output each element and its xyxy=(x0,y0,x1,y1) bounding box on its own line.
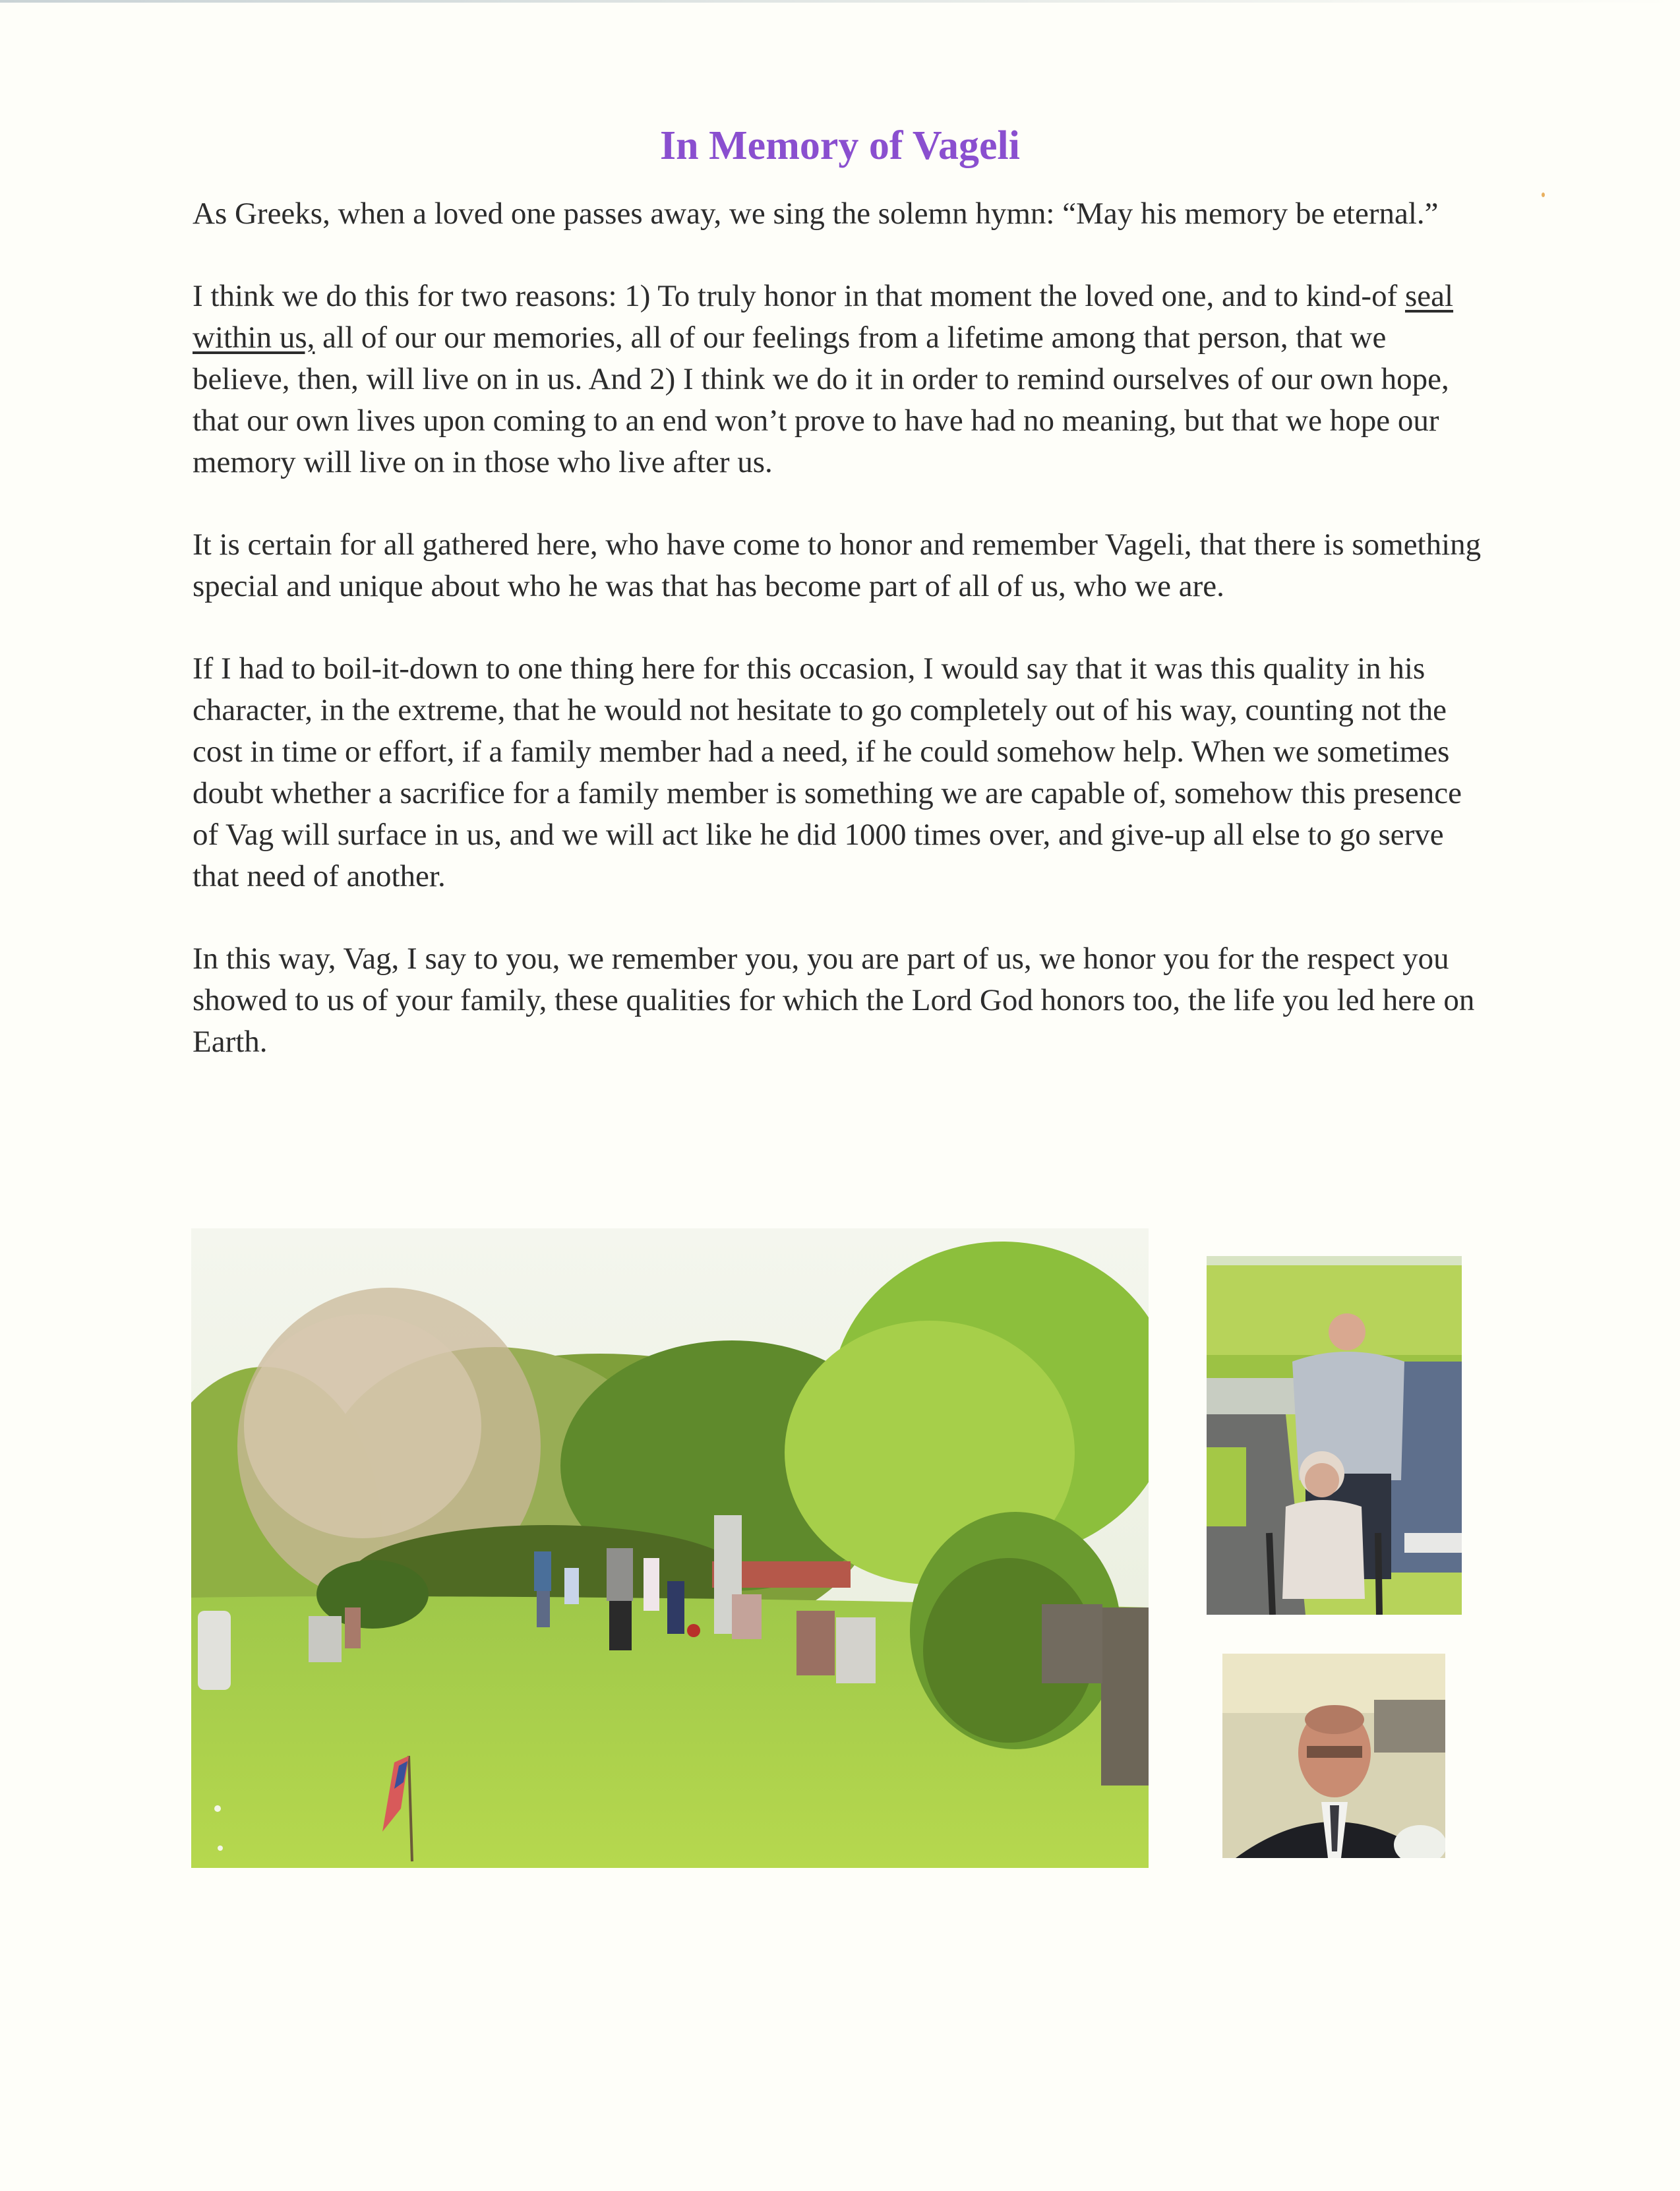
paragraph-character xyxy=(193,648,1485,897)
paragraph-text: I think we do this for two reasons: 1) To truly honor in that moment the loved one, and to kind-of xyxy=(193,279,1405,313)
scan-speck xyxy=(1542,193,1545,197)
paragraph-text: In this way, Vag, I say to you, we remember you, you are part of us, we honor you for the respect you showed to us of your family, these qualities for which the Lord God honors too, the life you led here on Earth. xyxy=(193,942,1475,1059)
paragraph-reasons xyxy=(193,276,1485,483)
paragraph-text: It is certain for all gathered here, who have come to honor and remember Vageli, that there is something special and unique about who he was that has become part of all of us, who we are. xyxy=(193,527,1482,603)
paragraph-gathered xyxy=(193,524,1485,607)
underlined-phrase: seal within us, xyxy=(193,279,1454,355)
scan-top-edge xyxy=(0,0,1680,3)
memorial-text xyxy=(193,193,1485,1104)
paragraph-closing xyxy=(193,938,1485,1063)
paragraph-hymn xyxy=(193,193,1485,235)
paragraph-text-continued: all of our our memories, all of our feelings from a lifetime among that person, that we believe, then, will live on in us. And 2) I think we do it in order to remind ourselves of our own hope, that our own lives upon coming to an end won’t prove to have had no meaning, but that we hope our memory will live on in those who live after us. xyxy=(193,320,1449,479)
couple-photo xyxy=(1207,1256,1462,1615)
portrait-photo xyxy=(1222,1654,1445,1858)
paragraph-text: As Greeks, when a loved one passes away, we sing the solemn hymn: “May his memory be eternal.” xyxy=(193,196,1439,231)
cemetery-photo xyxy=(191,1228,1149,1868)
page-title: In Memory of Vageli xyxy=(660,123,1020,168)
paragraph-text: If I had to boil-it-down to one thing here for this occasion, I would say that it was this quality in his character, in the extreme, that he would not hesitate to go completely out of his way, counting not the cost in time or effort, if a family member had a need, if he could somehow help. When we sometimes doubt whether a sacrifice for a family member is something we are capable of, somehow this presence of Vag will surface in us, and we will act like he did 1000 times over, and give-up all else to go serve that need of another. xyxy=(193,651,1462,893)
